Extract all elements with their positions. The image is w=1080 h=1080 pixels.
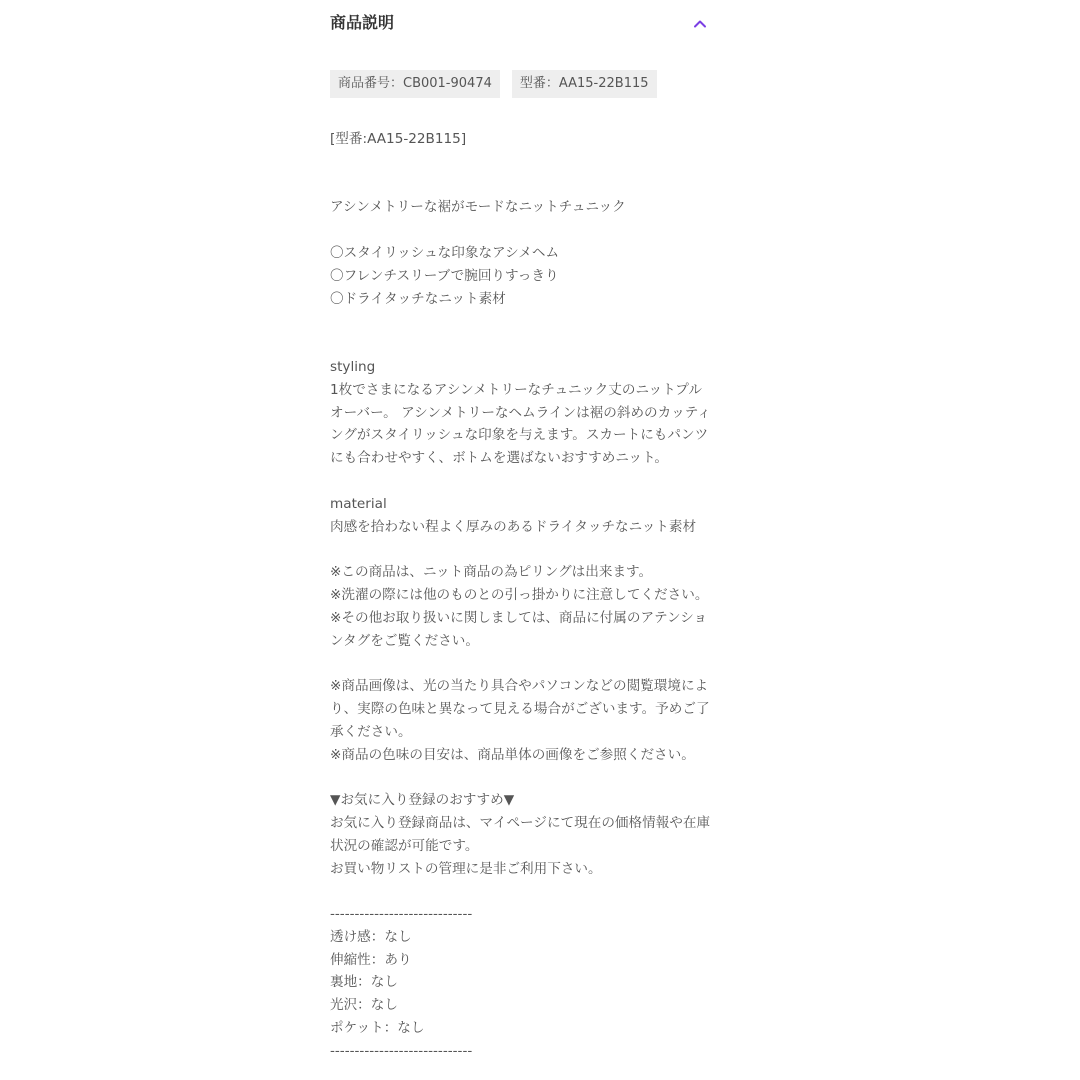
collapse-toggle-button[interactable]: [688, 13, 712, 33]
product-number-tag: 商品番号：CB001-90474: [330, 70, 500, 98]
chevron-up-icon: [693, 19, 707, 28]
product-description-section: [330, 0, 712, 1063]
product-tags: [330, 70, 712, 98]
section-title: 商品説明: [330, 13, 395, 32]
description-text: [型番:AA15-22B115] アシンメトリーな裾がモードなニットチュニック 〇スタイリッシュな印象なアシメヘム 〇フレンチスリーブで腕回りすっきり 〇ドライタッチなニット素材 styling 1枚でさまになるアシンメトリーなチュニック丈のニットプルオーバー。 アシンメトリーなヘムラインは裾の斜めのカッティングがスタイリッシュな印象を与えます。スカートにもパンツにも合わせやすく、ボトムを選ばないおすすめニット。 material 肉感を拾わない程よく厚みのあるドライタッチなニット素材 ※この商品は、ニット商品の為ピリングは出来ます。 ※洗濯の際には他のものとの引っ掛かりに注意してください。 ※その他お取り扱いに関しましては、商品に付属のアテンションタグをご覧ください。 ※商品画像は、光の当たり具合やパソコンなどの閲覧環境により、実際の色味と異なって見える場合がございます。予めご了承ください。 ※商品の色味の目安は、商品単体の画像をご参照ください。 ▼お気に入り登録のおすすめ▼ お気に入り登録商品は、マイページにて現在の価格情報や在庫状況の確認が可能です。 お買い物リストの管理に是非ご利用下さい。 ----------------------------- 透け感：なし 伸縮性：あり 裏地：なし 光沢：なし ポケット：なし -----------------------------: [330, 131, 711, 1059]
model-number-tag: 型番：AA15-22B115: [512, 70, 657, 98]
section-header[interactable]: [330, 0, 712, 46]
